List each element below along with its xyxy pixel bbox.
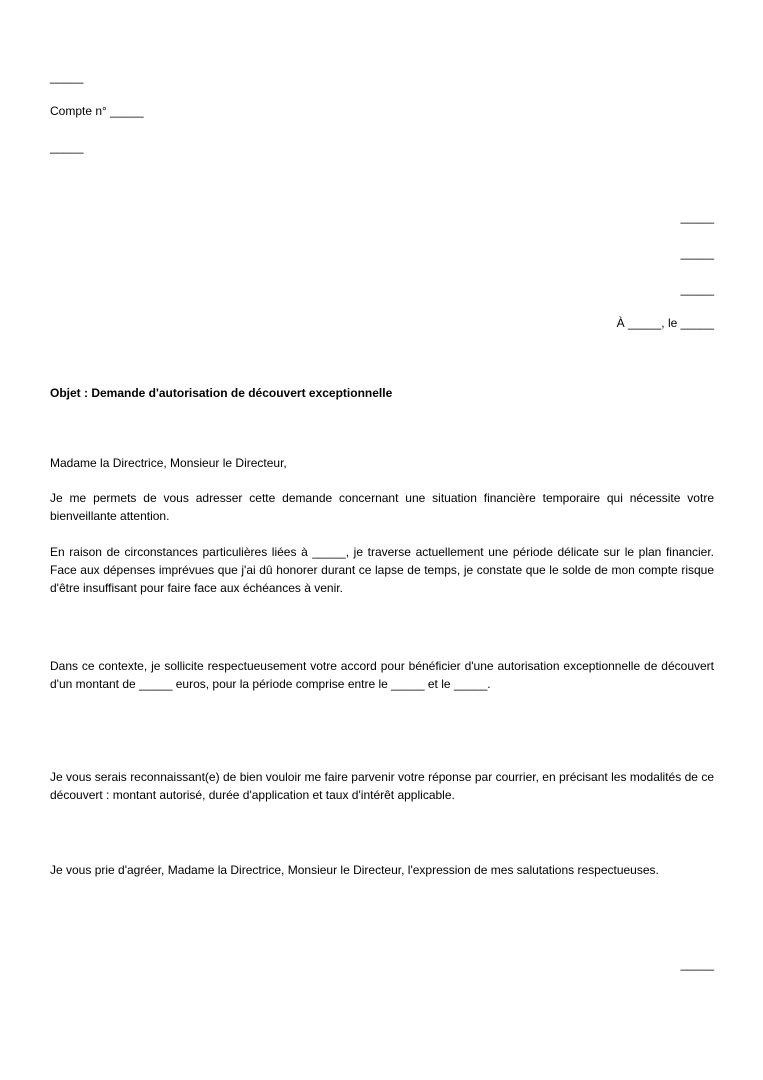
subject-line: Objet : Demande d'autorisation de découvert exceptionnelle bbox=[50, 386, 393, 400]
sender-name-blank: _____ bbox=[50, 70, 84, 84]
recipient-line-3: _____ bbox=[680, 282, 714, 296]
signature-blank: _____ bbox=[680, 957, 714, 971]
paragraph-response: Je vous serais reconnaissant(e) de bien vouloir me faire parvenir votre réponse par courrier, en précisant les modalités de ce découvert : montant autorisé, durée d'application et taux d'intérêt applicable. bbox=[50, 770, 714, 802]
salutation: Madame la Directrice, Monsieur le Directeur, bbox=[50, 456, 287, 470]
paragraph-circumstances: En raison de circonstances particulières liées à _____, je traverse actuellement une période délicate sur le plan financier. Face aux dépenses imprévues que j'ai dû honorer durant ce lapse de temps, je constate que le solde de mon compte risque d'être insuffisant pour faire face aux échéances à venir. bbox=[50, 545, 714, 595]
recipient-line-2: _____ bbox=[680, 246, 714, 260]
sender-account-line: Compte n° _____ bbox=[50, 104, 144, 118]
recipient-line-1: _____ bbox=[680, 210, 714, 224]
paragraph-intro: Je me permets de vous adresser cette demande concernant une situation financière temporaire qui nécessite votre bienveillante attention. bbox=[50, 491, 714, 523]
paragraph-request: Dans ce contexte, je sollicite respectueusement votre accord pour bénéficier d'une autorisation exceptionnelle de découvert d'un montant de _____ euros, pour la période comprise entre le _____ et le _____. bbox=[50, 659, 714, 691]
paragraph-closing: Je vous prie d'agréer, Madame la Directrice, Monsieur le Directeur, l'expression de mes salutations respectueuses. bbox=[50, 863, 659, 877]
sender-address-blank: _____ bbox=[50, 140, 84, 154]
place-date-line: À _____, le _____ bbox=[616, 316, 714, 330]
